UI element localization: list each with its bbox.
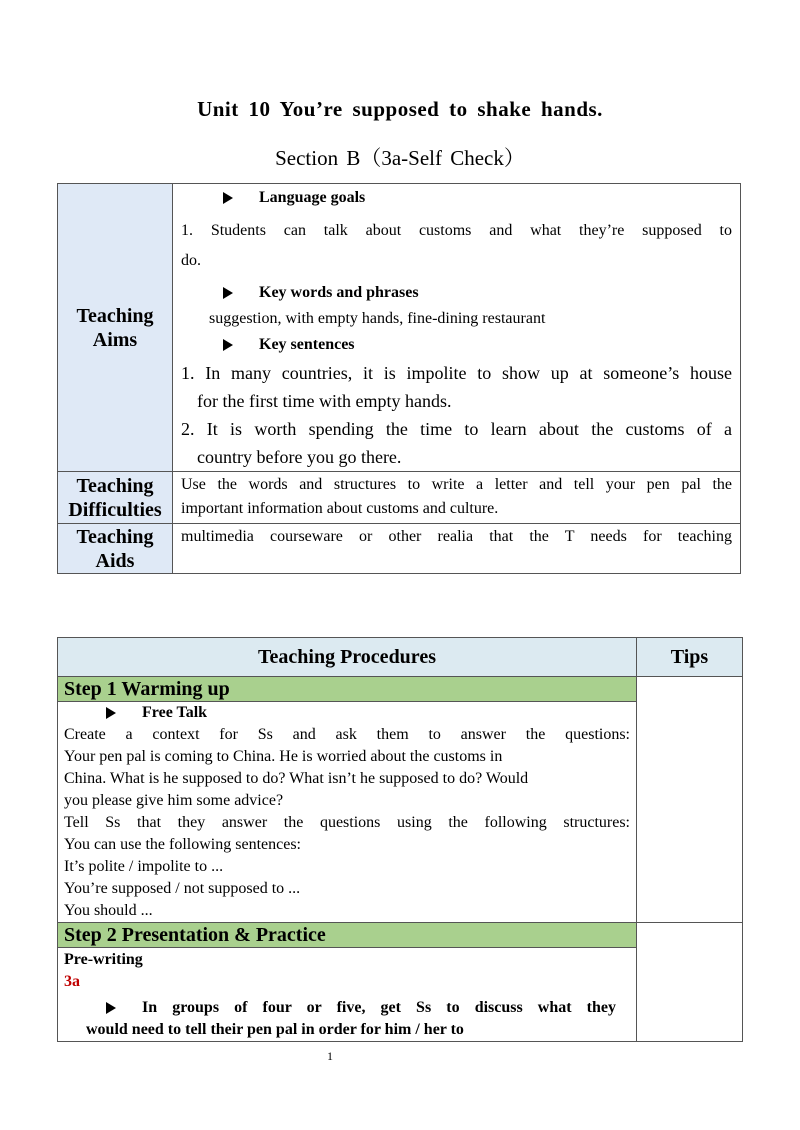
key-sentences-bullet — [181, 331, 732, 359]
aims-table — [57, 183, 741, 574]
arrow-bullet-icon — [223, 339, 233, 351]
step1-line: Your pen pal is coming to China. He is worried about the customs in — [64, 748, 503, 765]
difficulties-line1: Use the words and structures to write a letter and tell your pen pal the — [181, 476, 732, 493]
pre-writing-label: Pre-writing — [64, 951, 143, 968]
tips-cell-step2 — [637, 923, 743, 1042]
step1-line: China. What is he supposed to do? What isn’t he supposed to do? Would — [64, 770, 529, 787]
key-words-bullet — [181, 279, 732, 307]
free-talk-bullet — [64, 702, 630, 724]
language-goal-1-line1: 1. Students can talk about customs and what they’re supposed to — [181, 222, 732, 239]
procedures-table — [57, 637, 743, 1042]
teaching-difficulties-content — [173, 472, 741, 524]
free-talk-heading: Free Talk — [142, 704, 208, 721]
tips-header: Tips — [637, 638, 743, 677]
step1-line: you please give him some advice? — [64, 792, 284, 809]
step1-line: Tell Ss that they answer the questions using the following structures: — [64, 814, 630, 831]
step1-line: You’re supposed / not supposed to ... — [64, 880, 301, 897]
sentence-1-line1: 1. In many countries, it is impolite to show up at someone’s house — [181, 363, 732, 383]
step1-line: You should ... — [64, 902, 153, 919]
page-subtitle: Section B（3a-Self Check） — [275, 146, 525, 170]
arrow-bullet-icon — [106, 707, 116, 719]
teaching-aims-text: Teaching Aims — [76, 304, 154, 351]
step1-title: Step 1 Warming up — [58, 677, 637, 702]
key-words-text: suggestion, with empty hands, fine-dining restaurant — [209, 310, 546, 327]
page-title: Unit 10 You’re supposed to shake hands. — [197, 97, 603, 121]
key-words-heading: Key words and phrases — [259, 284, 419, 301]
language-goal-1-line2: do. — [181, 252, 201, 269]
procedures-header: Teaching Procedures — [58, 638, 637, 677]
step2-bullet-line1: In groups of four or five, get Ss to discuss what they — [142, 999, 616, 1016]
step1-line: You can use the following sentences: — [64, 836, 301, 853]
tips-cell-step1 — [637, 677, 743, 923]
aids-text: multimedia courseware or other realia that the T needs for teaching — [181, 528, 732, 545]
language-goals-heading: Language goals — [259, 189, 366, 206]
step2-content — [58, 948, 637, 1042]
difficulties-line2: important information about customs and culture. — [181, 500, 499, 517]
step2-bullet — [64, 997, 630, 1019]
teaching-difficulties-text: Teaching Difficulties — [68, 474, 162, 521]
teaching-aids-label — [58, 524, 173, 574]
arrow-bullet-icon — [106, 1002, 116, 1014]
teaching-aims-label — [58, 184, 173, 472]
key-sentences-heading: Key sentences — [259, 336, 355, 353]
arrow-bullet-icon — [223, 287, 233, 299]
exercise-3a-label: 3a — [64, 973, 80, 990]
teaching-difficulties-label — [58, 472, 173, 524]
sentence-2-line2: country before you go there. — [197, 447, 402, 467]
page-number: 1 — [327, 1049, 333, 1063]
sentence-1-line2: for the first time with empty hands. — [197, 391, 452, 411]
step1-line: It’s polite / impolite to ... — [64, 858, 224, 875]
step1-line: Create a context for Ss and ask them to answer the questions: — [64, 726, 630, 743]
teaching-aids-text: Teaching Aids — [76, 525, 154, 572]
arrow-bullet-icon — [223, 192, 233, 204]
language-goals-bullet — [181, 187, 732, 209]
step2-title: Step 2 Presentation & Practice — [58, 923, 637, 948]
teaching-aims-content — [173, 184, 741, 472]
sentence-2-line1: 2. It is worth spending the time to learn about the customs of a — [181, 419, 732, 439]
step1-content — [58, 702, 637, 923]
step2-bullet-line2: would need to tell their pen pal in order for him / her to — [86, 1021, 464, 1038]
teaching-aids-content — [173, 524, 741, 574]
